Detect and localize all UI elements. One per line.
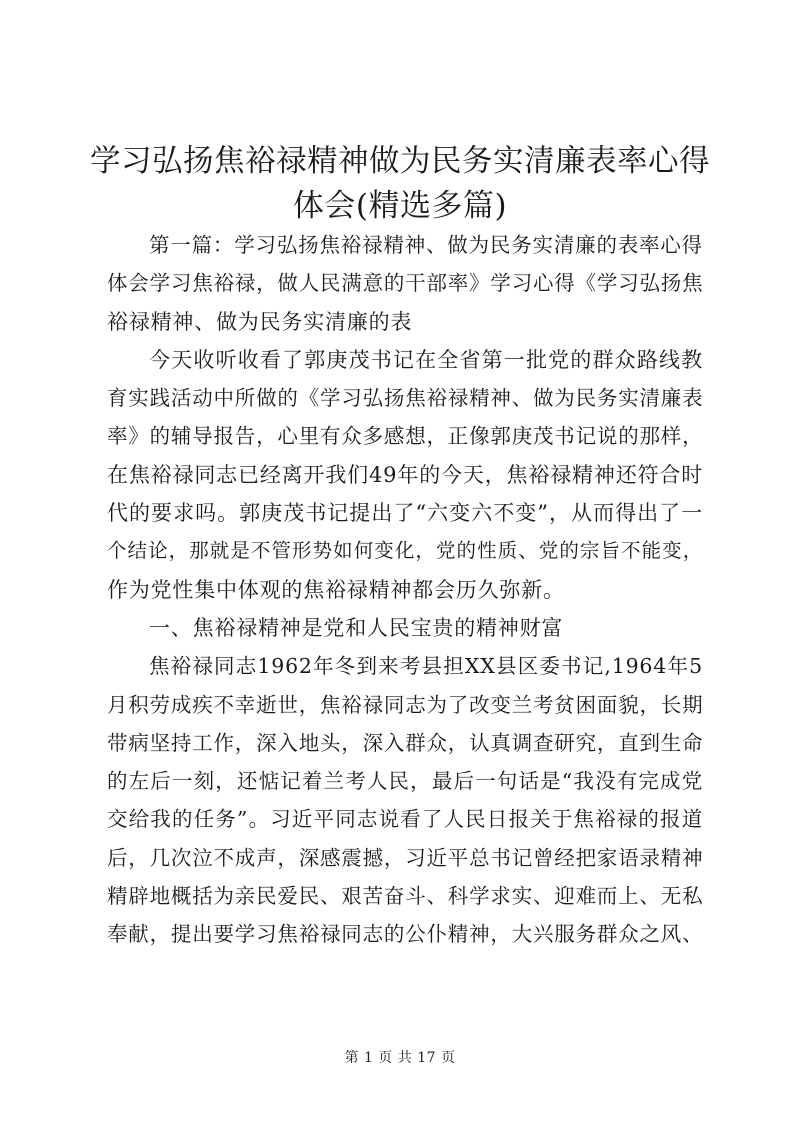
document-title <box>90 140 710 228</box>
text-line: 代的要求吗。郭庚茂书记提出了“六变六不变”，从而得出了一 <box>107 501 703 526</box>
text-line: 的左后一刻，还惦记着兰考人民，最后一句话是“我没有完成党 <box>107 769 703 794</box>
paragraph-3 <box>107 647 703 953</box>
text-line: 焦裕禄同志1962年冬到来考县担XX县区委书记,1964年5 <box>149 654 703 679</box>
paragraph-2 <box>107 341 703 609</box>
text-line: 育实践活动中所做的《学习弘扬焦裕禄精神、做为民务实清廉表 <box>107 386 704 411</box>
text-line: 带病坚持工作，深入地头，深入群众，认真调查研究，直到生命 <box>107 730 704 755</box>
text-line: 今天收听收看了郭庚茂书记在全省第一批党的群众路线教 <box>149 347 703 372</box>
text-line: 交给我的任务”。习近平同志说看了人民日报关于焦裕禄的报道 <box>107 807 703 832</box>
text-line: 体会学习焦裕禄，做人民满意的干部率》学习心得《学习弘扬焦 <box>107 271 704 296</box>
text-line: 第一篇：学习弘扬焦裕禄精神、做为民务实清廉的表率心得 <box>149 233 703 257</box>
text-line: 作为党性集中体观的焦裕禄精神都会历久弥新。 <box>107 577 565 602</box>
paragraph-1 <box>107 226 703 341</box>
text-line: 一、焦裕禄精神是党和人民宝贵的精神财富 <box>149 615 564 640</box>
document-body <box>107 226 703 954</box>
text-line: 个结论，那就是不管形势如何变化，党的性质、党的宗旨不能变， <box>107 539 703 563</box>
title-line-1: 学习弘扬焦裕禄精神做为民务实清廉表率心得 <box>90 144 710 179</box>
text-line: 率》的辅导报告，心里有众多感想，正像郭庚茂书记说的那样， <box>107 424 704 449</box>
text-line: 后，几次泣不成声，深感震撼，习近平总书记曾经把家语录精神 <box>107 845 704 870</box>
text-line: 在焦裕禄同志已经离开我们49年的今天，焦裕禄精神还符合时 <box>107 462 703 487</box>
text-line: 月积劳成疾不幸逝世，焦裕禄同志为了改变兰考贫困面貌，长期 <box>107 692 704 717</box>
section-heading <box>107 609 703 647</box>
text-line: 精辟地概括为亲民爱民、艰苦奋斗、科学求实、迎难而上、无私 <box>107 884 704 909</box>
text-line: 裕禄精神、做为民务实清廉的表 <box>107 309 413 334</box>
text-line: 奉献，提出要学习焦裕禄同志的公仆精神，大兴服务群众之风、 <box>107 922 704 947</box>
page-footer: 第 1 页 共 17 页 <box>344 1050 456 1066</box>
title-line-2: 体会(精选多篇) <box>292 188 508 224</box>
